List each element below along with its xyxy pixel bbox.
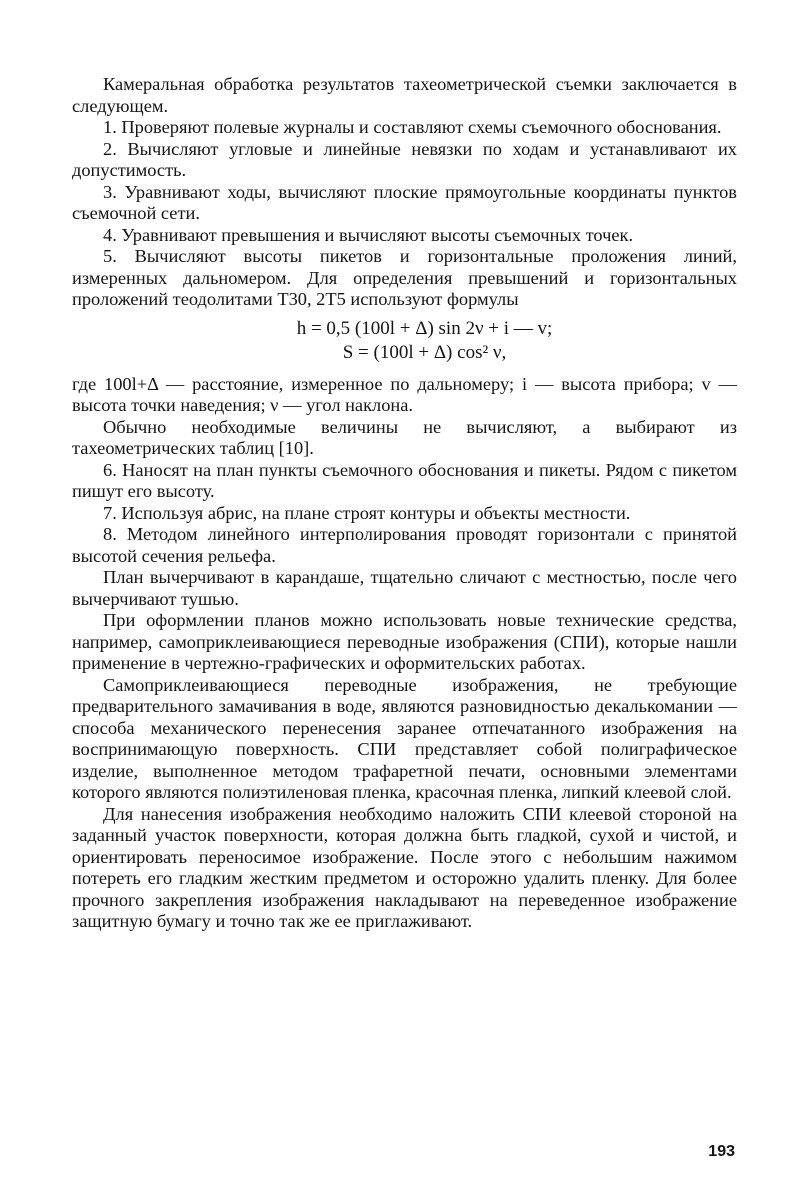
paragraph-spi-intro: При оформлении планов можно использовать новые технические средства, например, самоприклеивающиеся переводные изображения (СПИ), которые нашли применение в чертежно-графических и оформительских работах.	[72, 610, 737, 673]
formula-block	[72, 317, 737, 365]
list-item-6: 6. Наносят на план пункты съемочного обоснования и пикеты. Рядом с пикетом пишут его высоту.	[72, 459, 737, 501]
list-item-8: 8. Методом линейного интерполирования проводят горизонтали с принятой высотой сечения рельефа.	[72, 524, 737, 566]
list-item-7: 7. Используя абрис, на плане строят контуры и объекты местности.	[103, 502, 631, 523]
list-item-4: 4. Уравнивают превышения и вычисляют высоты съемочных точек.	[103, 224, 634, 245]
formula-explanation: где 100l+Δ — расстояние, измеренное по дальномеру; i — высота прибора; v — высота точки наведения; ν — угол наклона.	[72, 373, 737, 415]
paragraph-drawing: План вычерчивают в карандаше, тщательно сличают с местностью, после чего вычерчивают тушью.	[72, 567, 737, 609]
document-page	[72, 74, 737, 933]
paragraph-spi-application: Для нанесения изображения необходимо наложить СПИ клеевой стороной на заданный участок поверхности, которая должна быть гладкой, сухой и чистой, и ориентировать переносимое изображение. После этого с небольшим нажимом потереть его гладким жестким предметом и осторожно удалить пленку. Для более прочного закрепления изображения накладывают на переведенное изображение защитную бумагу и точно так же ее приглаживают.	[72, 803, 737, 931]
formula-height: h = 0,5 (100l + Δ) sin 2ν + i — v;	[296, 317, 553, 339]
formula-distance: S = (100l + Δ) cos² ν,	[342, 341, 507, 363]
paragraph-tables: Обычно необходимые величины не вычисляют, а выбирают из тахеометрических таблиц [10].	[72, 416, 737, 458]
list-item-2: 2. Вычисляют угловые и линейные невязки по ходам и устанавливают их допустимость.	[72, 138, 737, 180]
page-number: 193	[708, 1143, 735, 1160]
list-item-5: 5. Вычисляют высоты пикетов и горизонтальные проложения линий, измеренных дальномером. Для определения превышений и горизонтальных проложений теодолитами Т30, 2Т5 используют формулы	[72, 246, 737, 309]
paragraph-intro: Камеральная обработка результатов тахеометрической съемки заключается в следующем.	[72, 74, 737, 116]
list-item-1: 1. Проверяют полевые журналы и составляют схемы съемочного обоснования.	[103, 117, 722, 137]
list-item-3: 3. Уравнивают ходы, вычисляют плоские прямоугольные координаты пунктов съемочной сети.	[72, 181, 737, 223]
paragraph-spi-description: Самоприклеивающиеся переводные изображения, не требующие предварительного замачивания в воде, являются разновидностью декалькомании — способа механического перенесения заранее отпечатанного изображения на воспринимающую поверхность. СПИ представляет собой полиграфическое изделие, выполненное методом трафаретной печати, основными элементами которого являются полиэтиленовая пленка, красочная пленка, липкий клеевой слой.	[72, 674, 737, 802]
